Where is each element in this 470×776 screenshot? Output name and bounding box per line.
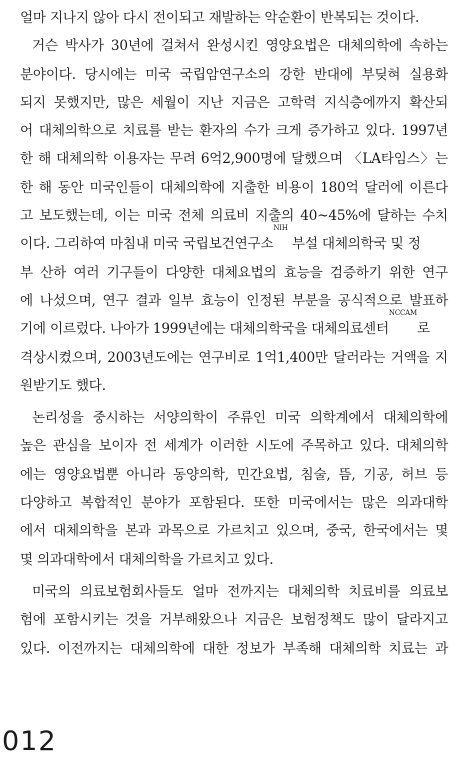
text-line: 어 대체의학으로 치료를 받는 환자의 수가 크게 증가하고 있다. 1997년 <box>20 123 448 140</box>
text-segment: 이다. 그리하여 마침내 미국 국립보건연구소 <box>20 236 274 253</box>
text-segment: 기에 이르렀다. 나아가 1999년에는 대체의학국을 대체의료센터 <box>20 321 389 338</box>
text-line: 고 보도했는데, 이는 미국 전체 의료비 지출의 40~45%에 달하는 수치 <box>20 208 448 225</box>
text-line: 되지 못했지만, 많은 세월이 지난 지금은 고학력 지식층에까지 확산되 <box>20 94 448 111</box>
text-line: 논리성을 중시하는 서양의학이 주류인 미국 의학계에서 대체의학에 <box>32 410 448 427</box>
text-line <box>20 309 448 343</box>
abbreviation-nccam: NCCAM <box>388 309 417 318</box>
text-line: 부 산하 여러 기구들이 다양한 대체요법의 효능을 검증하기 위한 연구 <box>20 264 448 281</box>
text-line <box>20 224 448 258</box>
text-line: 한 해 대체의학 이용자는 무려 6억2,900명에 달했으며 〈LA타임스〉는 <box>20 151 448 168</box>
abbreviation-nih: NIH <box>273 224 288 233</box>
text-line: 원받기도 했다. <box>20 377 106 394</box>
text-line: 격상시켰으며, 2003년도에는 연구비로 1억1,400만 달러라는 거액을 지 <box>20 349 448 366</box>
text-segment: 부설 대체의학국 및 정 <box>287 236 421 253</box>
text-line: 에는 영양요법뿐 아니라 동양의학, 민간요법, 침술, 뜸, 기공, 허브 등 <box>20 466 448 483</box>
text-segment: 로 <box>416 321 430 338</box>
text-line: 에서 대체의학을 본과 과목으로 가르치고 있으며, 중국, 한국에서는 몇 <box>20 523 448 540</box>
text-line: 험에 포함시키는 것을 거부해왔으나 지금은 보험정책도 많이 달라지고 <box>20 612 448 629</box>
text-line: 거슨 박사가 30년에 걸쳐서 완성시킨 영양요법은 대체의학에 속하는 <box>32 38 448 55</box>
text-line: 미국의 의료보험회사들도 얼마 전까지는 대체의학 치료비를 의료보 <box>32 583 448 600</box>
text-line: 몇 의과대학에서 대체의학을 가르치고 있다. <box>20 551 274 568</box>
page-number: 012 <box>2 726 57 757</box>
text-line: 높은 관심을 보이자 전 세계가 이러한 시도에 주목하고 있다. 대체의학 <box>20 438 448 455</box>
text-line: 에 나섰으며, 연구 결과 일부 효능이 인정된 부분을 공식적으로 발표하 <box>20 292 448 309</box>
text-line: 다양하고 복합적인 분야가 포함된다. 또한 미국에서는 많은 의과대학 <box>20 495 448 512</box>
text-line: 한 해 동안 미국인들이 대체의학에 지출한 비용이 180억 달러에 이른다 <box>20 179 448 196</box>
page-body-text <box>20 4 448 663</box>
text-line: 있다. 이전까지는 대체의학에 대한 정보가 부족해 대체의학 치료는 과 <box>20 640 448 657</box>
text-line: 분야이다. 당시에는 미국 국립암연구소의 강한 반대에 부딪혀 실용화 <box>20 66 448 83</box>
text-line: 얼마 지나지 않아 다시 전이되고 재발하는 악순환이 반복되는 것이다. <box>20 10 420 26</box>
